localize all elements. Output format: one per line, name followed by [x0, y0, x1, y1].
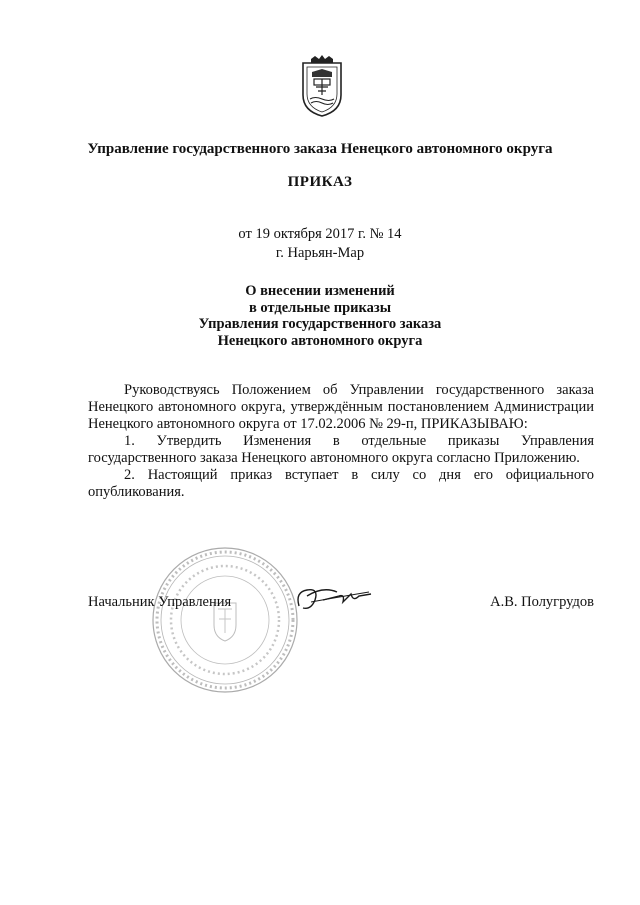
order-item: 2. Настоящий приказ вступает в силу со дня его официального опубликования. — [88, 467, 594, 500]
subject-line: в отдельные приказы — [248, 299, 392, 316]
nenets-coat-of-arms-icon — [301, 55, 343, 117]
document-date-number: от 19 октября 2017 г. № 14 — [238, 226, 402, 242]
subject-line: О внесении изменений — [245, 283, 395, 299]
document-subject — [0, 283, 640, 349]
subject-line: Ненецкого автономного округа — [217, 332, 423, 349]
preamble-paragraph: Руководствуясь Положением об Управлении государственного заказа Ненецкого автономного округа, утверждённым постановлением Администрации Ненецкого автономного округа от 17.02.2006 № 29-п, ПРИКАЗЫВАЮ: — [88, 382, 594, 432]
document-body — [88, 382, 594, 501]
signatory-name: А.В. Полугрудов — [490, 594, 594, 610]
agency-name: Управление государственного заказа Ненецкого автономного округа — [87, 141, 553, 157]
order-item: 1. Утвердить Изменения в отдельные приказы Управления государственного заказа Ненецкого автономного округа согласно Приложению. — [88, 433, 594, 466]
official-seal-icon — [150, 545, 300, 695]
signatory-position: Начальник Управления — [88, 594, 232, 610]
document-type: ПРИКАЗ — [287, 174, 353, 190]
document-city: г. Нарьян-Мар — [275, 245, 365, 261]
subject-line: Управления государственного заказа — [198, 316, 442, 332]
signature-block — [88, 594, 594, 614]
